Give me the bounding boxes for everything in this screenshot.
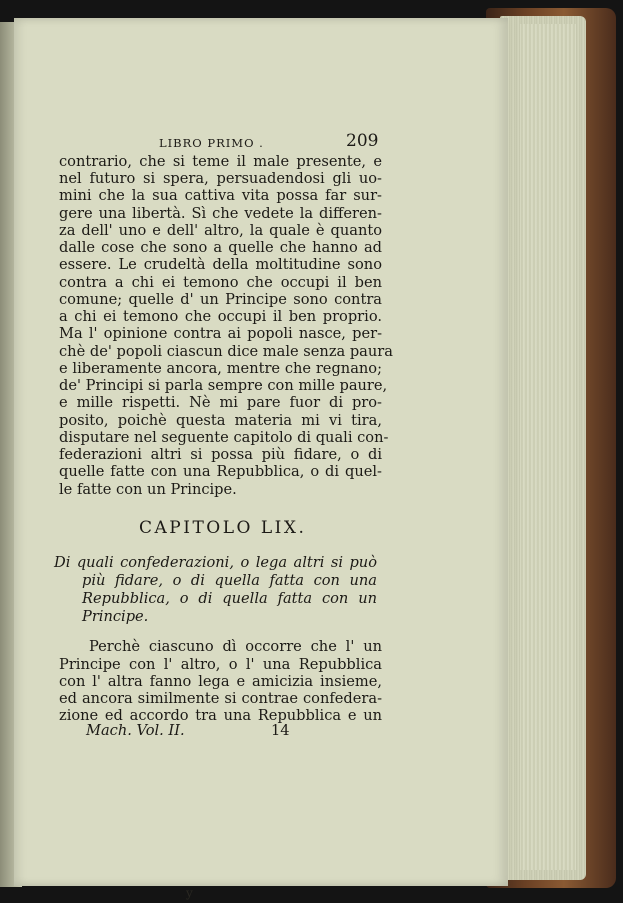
- text-line: gere una libertà. Sì che vedete la differen-: [59, 205, 382, 222]
- text-line: posito, poichè questa materia mi vi tira,: [59, 412, 382, 429]
- text-line: contra a chi ei temono che occupi il ben: [59, 274, 382, 291]
- chapter-heading: CAPITOLO LIX.: [139, 518, 307, 538]
- text-line: a chi ei temono che occupi il ben proprio.: [59, 308, 382, 325]
- text-line: Perchè ciascuno dì occorre che l' un: [89, 638, 382, 655]
- text-line: de' Principi si parla sempre con mille paure,: [59, 377, 388, 394]
- summary-line: Repubblica, o di quella fatta con un: [82, 590, 377, 607]
- text-line: federazioni altri si possa più fidare, o di: [59, 446, 382, 463]
- bottom-mark: y: [186, 886, 193, 900]
- text-line: e mille rispetti. Nè mi pare fuor di pro-: [59, 394, 382, 411]
- text-line: ed ancora similmente si contrae confedera-: [59, 690, 382, 707]
- text-line: essere. Le crudeltà della moltitudine sono: [59, 256, 382, 273]
- running-title: LIBRO PRIMO .: [159, 136, 264, 150]
- text-line: Principe con l' altro, o l' una Repubblica: [59, 656, 382, 673]
- text-line: dalle cose che sono a quelle che hanno ad: [59, 239, 382, 256]
- text-line: chè de' popoli ciascun dice male senza paura: [59, 343, 393, 360]
- text-line: contrario, che si teme il male presente, e: [59, 153, 382, 170]
- text-line: e liberamente ancora, mentre che regnano;: [59, 360, 382, 377]
- signature-number: 14: [271, 722, 290, 739]
- page-number: 209: [346, 131, 379, 151]
- text-line: comune; quelle d' un Principe sono contra: [59, 291, 382, 308]
- text-line: mini che la sua cattiva vita possa far sur-: [59, 187, 382, 204]
- text-line: nel futuro si spera, persuadendosi gli uo-: [59, 170, 382, 187]
- text-line: disputare nel seguente capitolo di quali con-: [59, 429, 389, 446]
- text-line: zione ed accordo tra una Repubblica e un: [59, 707, 382, 724]
- text-line: za dell' uno e dell' altro, la quale è quanto: [59, 222, 382, 239]
- text-line: quelle fatte con una Repubblica, o di quel-: [59, 463, 382, 480]
- page-edges-inner: [520, 24, 576, 870]
- text-line: le fatte con un Principe.: [59, 481, 237, 498]
- summary-line: Principe.: [82, 608, 149, 625]
- text-line: con l' altra fanno lega e amicizia insieme,: [59, 673, 382, 690]
- summary-line: più fidare, o di quella fatta con una: [82, 572, 377, 589]
- summary-line: Di quali confederazioni, o lega altri si può: [54, 554, 377, 571]
- signature-mark: Mach. Vol. II.: [86, 722, 185, 739]
- text-line: Ma l' opinione contra ai popoli nasce, per-: [59, 325, 382, 342]
- book-page: [14, 18, 508, 900]
